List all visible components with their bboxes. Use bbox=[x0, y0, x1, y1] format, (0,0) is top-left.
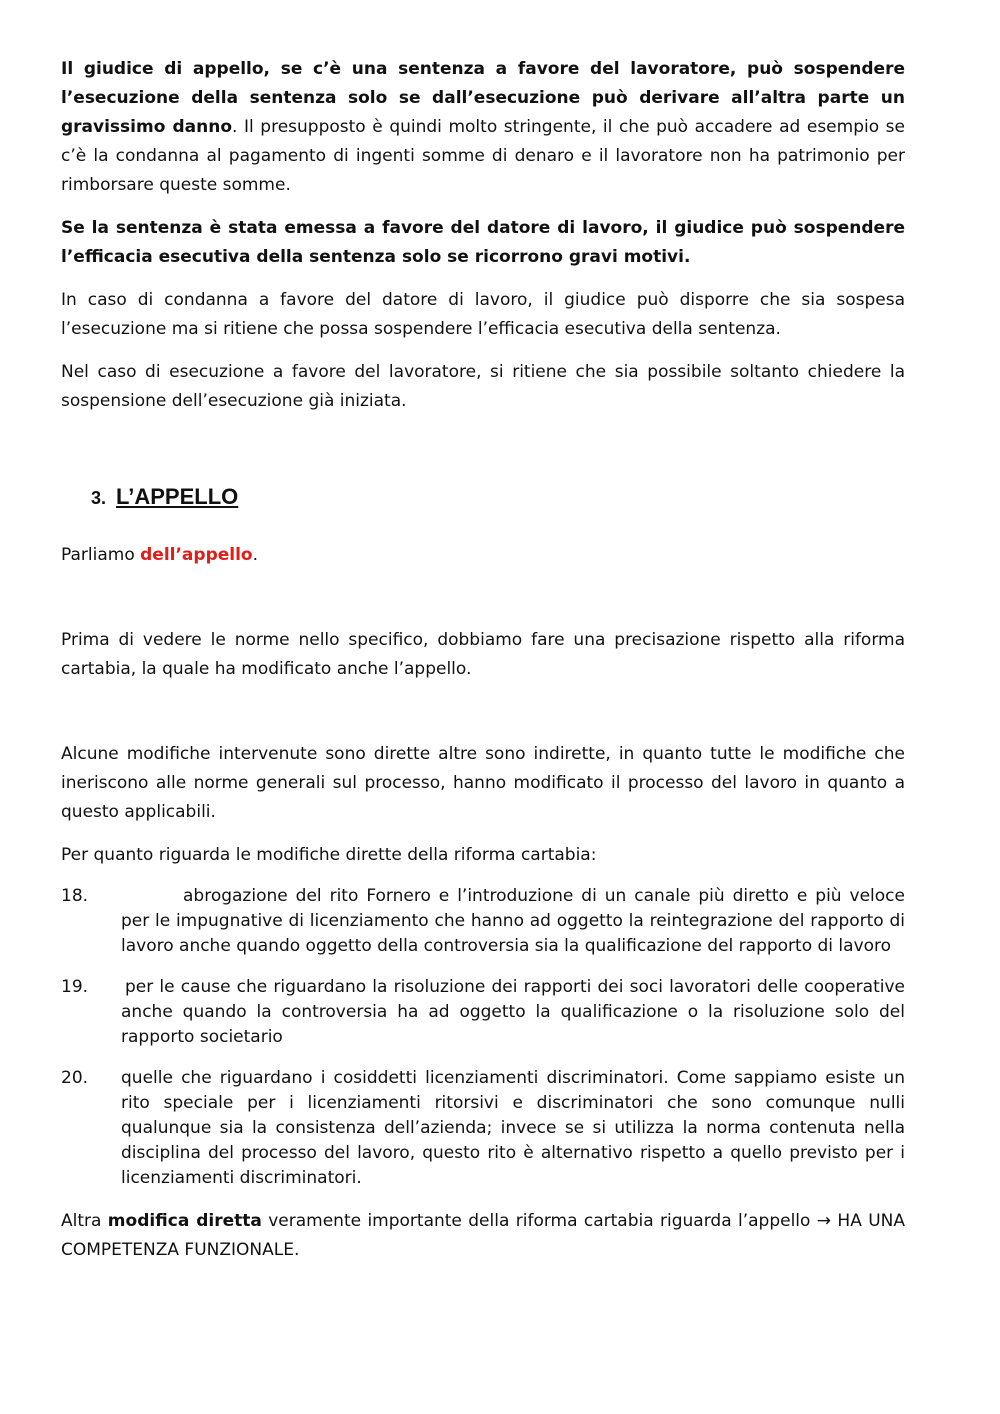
direct-changes-list bbox=[61, 884, 905, 1191]
body-text: Altra bbox=[61, 1211, 108, 1231]
paragraph-functional-competence bbox=[61, 1207, 905, 1265]
list-item-number: 18. bbox=[61, 886, 89, 906]
section-number: 3. bbox=[91, 488, 107, 508]
body-text: Parliamo bbox=[61, 545, 141, 565]
highlighted-term: dell’appello bbox=[140, 545, 253, 565]
paragraph-employer-condemnation: In caso di condanna a favore del datore di lavoro, il giudice può disporre che sia sospesa l’esecuzione ma si ritiene che possa sospendere l’efficacia esecutiva della sentenza. bbox=[61, 290, 905, 339]
paragraph-employer-sentence: Se la sentenza è stata emessa a favore del datore di lavoro, il giudice può sospendere l’efficacia esecutiva della sentenza solo se ricorrono gravi motivi. bbox=[61, 218, 905, 267]
bold-text: modifica diretta bbox=[107, 1211, 262, 1231]
section-heading bbox=[91, 482, 905, 513]
paragraph-intro-appeal bbox=[61, 541, 905, 570]
paragraph-worker-execution: Nel caso di esecuzione a favore del lavoratore, si ritiene che sia possibile soltanto chiedere la sospensione dell’esecuzione già iniziata. bbox=[61, 362, 905, 411]
paragraph-cartabia-reform: Prima di vedere le norme nello specifico, dobbiamo fare una precisazione rispetto alla riforma cartabia, la quale ha modificato anche l’appello. bbox=[61, 630, 905, 679]
body-text: veramente importante della riforma cartabia riguarda l’appello → HA UNA COMPETENZA FUNZIONALE. bbox=[61, 1211, 905, 1260]
body-text: . bbox=[252, 545, 259, 565]
section-title: L’APPELLO bbox=[116, 484, 239, 509]
paragraph-direct-indirect-changes: Alcune modifiche intervenute sono dirette altre sono indirette, in quanto tutte le modifiche che ineriscono alle norme generali sul processo, hanno modificato il processo del lavoro in quanto a questo applicabili. bbox=[61, 744, 905, 822]
paragraph-direct-changes-intro: Per quanto riguarda le modifiche dirette della riforma cartabia: bbox=[61, 845, 597, 865]
list-item-text: quelle che riguardano i cosiddetti licenziamenti discriminatori. Come sappiamo esiste un rito speciale per i licenziamenti ritorsivi e discriminatori che sono comunque nulli qualunque sia la consistenza dell’azienda; invece se si utilizza la norma contenuta nella disciplina del processo del lavoro, questo rito è alternativo rispetto a quello previsto per i licenziamenti discriminatori. bbox=[121, 1068, 905, 1188]
list-item-number: 20. bbox=[61, 1068, 89, 1088]
paragraph-appeal-suspension-worker bbox=[61, 55, 905, 200]
list-item-number: 19. bbox=[61, 977, 89, 997]
list-item bbox=[61, 975, 905, 1050]
bold-text: Il giudice di appello, se c’è una sentenza a favore del lavoratore, può sospendere l’esecuzione della sentenza solo se dall’esecuzione può derivare all’altra parte un gravissimo danno bbox=[61, 59, 905, 137]
list-item bbox=[61, 884, 905, 959]
list-item-text: abrogazione del rito Fornero e l’introduzione di un canale più diretto e più veloce per le impugnative di licenziamento che hanno ad oggetto la reintegrazione del rapporto di lavoro anche quando oggetto della controversia sia la qualificazione del rapporto di lavoro bbox=[121, 886, 905, 956]
body-text: . Il presupposto è quindi molto stringente, il che può accadere ad esempio se c’è la condanna al pagamento di ingenti somme di denaro e il lavoratore non ha patrimonio per rimborsare queste somme. bbox=[61, 117, 905, 195]
list-item-text: per le cause che riguardano la risoluzione dei rapporti dei soci lavoratori delle cooperative anche quando la controversia ha ad oggetto la qualificazione o la risoluzione solo del rapporto societario bbox=[121, 977, 905, 1047]
list-item bbox=[61, 1066, 905, 1191]
document-page bbox=[61, 55, 905, 1279]
